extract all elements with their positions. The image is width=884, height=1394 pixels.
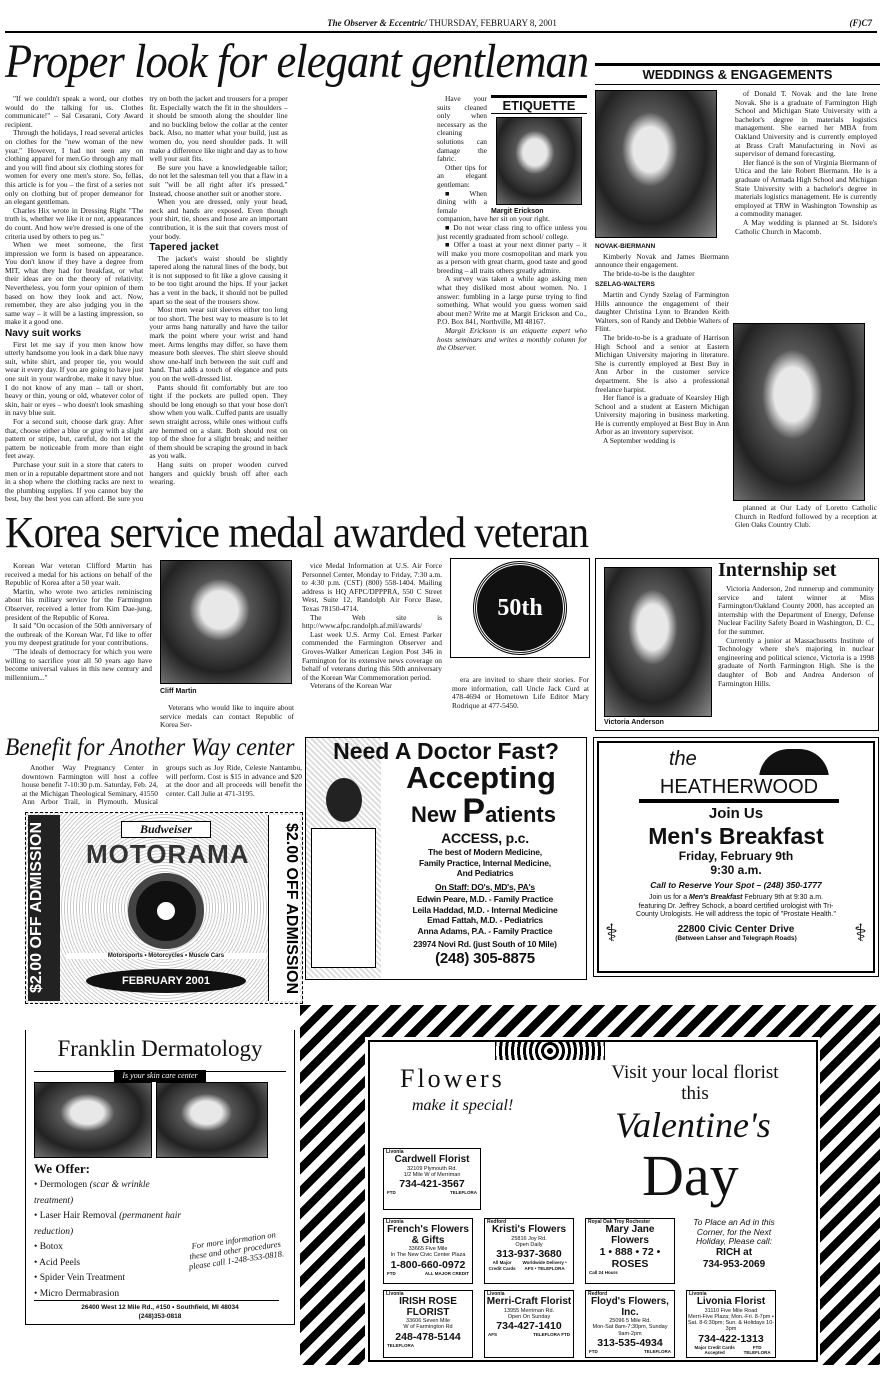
- shop-note: Open Daily: [515, 1241, 543, 1248]
- ad-new: New: [411, 802, 463, 827]
- shop-town: Livonia: [689, 1291, 707, 1297]
- florist-box: [585, 1290, 675, 1358]
- shop-town: Livonia: [386, 1219, 404, 1225]
- header-rule: [5, 31, 877, 33]
- ad-details: [384, 830, 586, 968]
- offer-heading: We Offer:: [34, 1161, 90, 1176]
- shop-name: French's Flowers & Gifts: [387, 1224, 469, 1246]
- novak-biermann-photo: [595, 90, 717, 238]
- shop-footer-right: ALL MAJOR CREDIT: [424, 1270, 469, 1276]
- shop-phone: 734-421-3567: [399, 1178, 465, 1191]
- korea-col1: [5, 562, 152, 682]
- caduceus-icon: ⚕: [854, 920, 867, 947]
- practice-desc: The best of Modern Medicine,: [428, 847, 542, 857]
- ad-p: P: [462, 792, 486, 830]
- shop-footer: [586, 1349, 674, 1355]
- shop-phone: 734-427-1410: [496, 1320, 562, 1333]
- motorama-title: MOTORAMA: [86, 839, 250, 869]
- place-ad-phone: 734-953-2069: [702, 1258, 766, 1270]
- paragraph: Her fiancé is a graduate of Kearsley High School and a student at Eastern Michigan University majoring in business marketing. He is currently employed at Best Buy in Ann Arbor as an inventory supervisor.: [595, 393, 729, 437]
- desc-bold: Men's Breakfast: [689, 894, 743, 901]
- photo-caption: Cliff Martin: [160, 688, 197, 695]
- man-photo: [156, 1082, 268, 1158]
- paragraph: Veterans of the Korean War: [310, 681, 392, 691]
- florist-box: [686, 1290, 776, 1358]
- heatherwood-logo: HEATHERWOOD: [639, 775, 839, 803]
- tagline-bar: [34, 1065, 286, 1080]
- shop-name: Floyd's Flowers, Inc.: [591, 1296, 669, 1318]
- commemoration-seal-frame: [450, 558, 590, 658]
- shop-address: 13955 Merriman Rd.: [503, 1307, 555, 1314]
- paper-name: The Observer & Eccentric/: [327, 18, 427, 28]
- list-item: Emad Fattah, M.D. - Pediatrics: [427, 915, 543, 925]
- commemoration-seal-icon: [474, 562, 566, 654]
- shop-name: Mary Jane Flowers: [605, 1224, 655, 1246]
- desc-text: February 9th at 9:30 a.m. featuring Dr. Jeffrey Schock, a board certified urologist with Tri-County Urologists. He will address the topic of "Prostate Health.": [636, 894, 836, 918]
- offer-item: • Acid Peels: [34, 1257, 81, 1268]
- florist-box: [383, 1148, 481, 1210]
- shop-phone: 1 • 888 • 72 • ROSES: [599, 1246, 661, 1270]
- weddings-right-text: [735, 90, 877, 236]
- list-item: Edwin Peare, M.D. - Family Practice: [416, 894, 554, 904]
- right-coupon-band: $2.00 OFF ADMISSION: [268, 815, 300, 1001]
- shop-address: 31110 Five Mile Road: [704, 1307, 758, 1314]
- author-caption: Margit Erickson: [491, 208, 544, 215]
- shop-footer-right: FTD TELEFLORA: [743, 1344, 771, 1356]
- shop-footer-left: AFS: [488, 1332, 497, 1338]
- valentines-title: Valentine's: [615, 1105, 771, 1145]
- shop-address: 32109 Plymouth Rd.: [407, 1165, 457, 1172]
- practice-desc: And Pediatrics: [456, 868, 514, 878]
- event-description: [635, 894, 837, 920]
- place-ad-text: To Place an Ad in this Corner, for the Next Holiday, Please call:: [693, 1217, 775, 1246]
- paragraph: The bride-to-be is the daughter: [603, 268, 695, 278]
- shop-footer: [384, 1271, 472, 1277]
- page-number: (F)C7: [849, 18, 872, 28]
- paragraph: Martin and Cyndy Szelag of Farmington Hills announce the engagement of their daughter Christina Lynn to Branden Keith Walters, son of Randy and Debbie Walters of Flint.: [595, 289, 729, 334]
- florist-box: [484, 1290, 574, 1358]
- practice-name: ACCESS, p.c.: [441, 830, 529, 846]
- shop-footer-right: TELEFLORA: [450, 1190, 477, 1196]
- ad-atients: atients: [485, 802, 556, 827]
- article-body: [5, 95, 432, 505]
- ad-phone: (248) 305-8875: [435, 949, 535, 967]
- shop-footer-right: TELEFLORA: [644, 1348, 671, 1354]
- author-photo: [496, 117, 582, 205]
- shop-address: 25096 5 Mile Rd.: [609, 1318, 651, 1324]
- shop-note: Mon-Sat 8am-7:30pm, Sunday 9am-2pm: [592, 1324, 668, 1337]
- tire-logo-icon: [128, 873, 204, 949]
- shop-note: W of Farmington Rd: [403, 1324, 453, 1331]
- weddings-section-header: [595, 63, 880, 85]
- motorama-ad: [25, 812, 303, 1004]
- paragraph: Martin, who wrote two articles reminiscing about his military service for the Farmington Observer, received a letter from Kim Dae-jung, president of the Republic of Korea.: [5, 586, 152, 622]
- shop-name: Cardwell Florist: [394, 1154, 470, 1165]
- ad-new-patients: [381, 794, 586, 832]
- paragraph: of Donald T. Novak and the late Irene Novak. She is a graduate of Farmington High School and Michigan State University with a bachelor's degree in materials logistics management. She earned her MBA from Oakland University and is currently employed at Brass Craft Manufacturing in Novi as supervisor of demand forecasting.: [735, 89, 877, 159]
- ad-accepting: Accepting: [406, 760, 556, 795]
- shop-town: Livonia: [386, 1291, 404, 1297]
- shop-town: Royal Oak Troy Rochester: [588, 1219, 651, 1225]
- decorative-ribbon-border: [300, 1005, 880, 1037]
- budweiser-logo: Budweiser: [121, 821, 211, 838]
- valentines-florist-ad: [368, 1040, 818, 1362]
- cliff-martin-photo: [160, 560, 292, 684]
- reserve-call: Call to Reserve Your Spot – (248) 350-1777: [650, 880, 822, 890]
- flowers-subtitle: make it special!: [412, 1097, 514, 1114]
- shop-footer: [687, 1345, 775, 1356]
- shop-town: Redford: [588, 1291, 608, 1297]
- shop-town: Livonia: [487, 1291, 505, 1297]
- access-doctor-ad: [305, 737, 587, 980]
- offer-item: • Laser Hair Removal (permanent hair reduction): [34, 1211, 182, 1237]
- page-header: [0, 18, 884, 32]
- korea-col3: [302, 562, 442, 691]
- paragraph: era are invited to share their stories. For more information, call Uncle Jack Curd at 478-4694 or Hometown Life Editor Mary Rodrique at 477-5450.: [452, 675, 589, 710]
- rose-illustration-icon: [495, 1042, 605, 1060]
- paragraph: The Web site is http://www.afpc.randolph.af.mil/awards/: [302, 612, 442, 631]
- paragraph: vice Medal Information at U.S. Air Force Personnel Center, Monday to Friday, 7:30 a.m. to 4:30 p.m. (CST) (800) 558-1404. Mailing address is HQ AFPC/DPPPRA, 550 C Street West, Suite 12, Randolph Air Force Base, Texas 78150-4714.: [302, 561, 442, 613]
- paragraph: Korean War veteran Clifford Martin has received a medal for his actions on behalf of the Republic of Korea after a 50 year wait.: [5, 561, 152, 588]
- internship-box: [595, 558, 879, 731]
- shop-phone: 1-800-660-0972: [390, 1258, 466, 1271]
- announcement-heading: NOVAK-BIERMANN: [595, 243, 656, 250]
- victoria-anderson-photo: [604, 567, 712, 717]
- paragraph: "If we couldn't speak a word, our clothes would do the talking for us. Clothes communicate!" – Sal Cesarani, Coty Award recipient.: [5, 94, 144, 129]
- ad-address: 23974 Novi Rd. (just South of 10 Mile): [413, 939, 557, 949]
- paragraph: Pants should fit comfortably but are too tight if the pockets are pulled open. They should be long enough so that your hose don't show when you walk. Cuffed pants are usually sewn straight across, while ones without cuffs are hemmed on a slant. Both should rest on top of the shoe for a slight break; and neither of them should be scraping the ground in back as you walk.: [149, 382, 288, 461]
- paragraph: It said "On occasion of the 50th anniversary of the outbreak of the Korean War, I'd like to offer you my deepest gratitude for your contributions.: [5, 621, 152, 648]
- florist-box: [585, 1218, 675, 1284]
- shop-footer-right: TELEFLORA FTD: [533, 1332, 570, 1338]
- doctor-illustration: [306, 738, 381, 978]
- paragraph: The jacket's waist should be slightly tapered along the natural lines of the body, but it is not supposed to fit like a glove causing it to be too tight around the hips. If your jacket has a vent in the back, it should not be pulled apart so the seat of the trousers show.: [149, 253, 288, 306]
- subhead: Tapered jacket: [149, 242, 219, 254]
- florist-box: [484, 1218, 574, 1284]
- place-ad-contact: RICH at: [715, 1246, 753, 1258]
- florist-box: [383, 1218, 473, 1284]
- paragraph: First let me say if you men know how utterly handsome you look in a dark blue navy suit, white shirt, and proper tie, you would wear it every day. If you are going to have just one suit in your wardrobe, make it navy blue. I do not know of any man – tall or short, heavy or thin, young or old, whatever color of skin, hair or eyes – who doesn't look smashing in navy blue suit.: [5, 339, 144, 418]
- etiquette-logo-box: [491, 95, 587, 215]
- paragraph: Veterans who would like to inquire about service medals can contact Republic of Korea Ser-: [160, 703, 294, 730]
- ad-headline: Need A Doctor Fast?: [333, 738, 559, 764]
- shop-footer-right: TELEFLORA: [387, 1342, 414, 1348]
- weddings-right-bottom-text: [735, 504, 877, 530]
- ad-business-name: Franklin Dermatology: [57, 1036, 263, 1061]
- paragraph: A survey was taken a while ago asking men what they disliked most about women. No. 1 answer: fumbling in a large purse trying to find something. What would you guess women said about men? Write me at Margit Erickson and Co., P.O. Box 841, Northville, MI 48167.: [437, 274, 587, 327]
- paragraph: ■ Offer a toast at your next dinner party – it will make you more cosmopolitan and mark you as a person with great charm, good taste and good breeding – all traits others greatly admire.: [437, 240, 587, 275]
- heatherwood-ad: [593, 737, 879, 977]
- shop-footer: [384, 1343, 472, 1349]
- etiquette-column-col4: [437, 95, 587, 507]
- day-title: Day: [642, 1143, 739, 1208]
- seal-text: 50th: [497, 594, 543, 621]
- shop-footer-left: Major Credit Cards Accepted: [694, 1344, 735, 1356]
- shop-town: Redford: [487, 1219, 507, 1225]
- list-item: Leila Haddad, M.D. - Internal Medicine: [412, 904, 558, 915]
- list-item: Anna Adams, P.A. - Family Practice: [417, 925, 553, 936]
- ad-text: [599, 805, 873, 942]
- paragraph: A May wedding is planned at St. Isidore's Catholic Church in Macomb.: [735, 217, 877, 236]
- shop-note: Open On Sunday: [507, 1313, 551, 1320]
- motorama-date: FEBRUARY 2001: [86, 969, 246, 993]
- franklin-dermatology-ad: [25, 1030, 295, 1325]
- logo-the: the: [669, 748, 697, 770]
- paragraph: The bride-to-be is a graduate of Harrison High School and a senior at Eastern Michigan University majoring in literature. She is currently employed at Best Buy in Ann Arbor in the customer service department. She is also a professional freelance harpist.: [595, 332, 729, 394]
- flowers-title: Flowers: [400, 1064, 505, 1093]
- headline: Korea service medal awarded veteran: [5, 508, 589, 557]
- paragraph: When we meet someone, the first impression we form is based on appearance. You don't know if they have a degree from MIT, what they had for breakfast, or what their ideas are on the theory of relativity. Nevertheless, you form your opinion of them based on how they look and act. Now, remember, they are also judging you in the same way – it will be a lasting impression, so make it a good one.: [5, 240, 144, 327]
- paragraph: Purchase your suit in a store that caters to men or in a reputable department store and not in a shop where the clothing racks are next to the plumbing supplies. If you cannot buy the best, buy the best you can afford. Be sure you try on both the jacket and trousers for a proper fit. Especially watch the fit in the shoulders – it should be smooth along the shoulder line and no buckling below the collar at the center back. Also, no matter what your build, just as women do, you need shoulder pads. It will make a difference like night and day as to how well your suit fits.: [5, 94, 288, 504]
- announcement-heading: SZELAG-WALTERS: [595, 281, 655, 289]
- florist-box: [383, 1290, 473, 1358]
- korea-col2: [160, 704, 294, 730]
- caduceus-icon: ⚕: [605, 920, 618, 947]
- paragraph: When you are dressed, only your head, neck and hands are exposed. Even though your shirt, tie, shoes and hose are an important contribution, it is the suit that covers most of your body.: [149, 197, 288, 241]
- paragraph: ■ Do not wear class ring to office unless you just recently graduated from school/ college.: [437, 222, 587, 241]
- shop-phone: 248-478-5144: [395, 1330, 461, 1343]
- desc-text: Join us for a: [648, 894, 690, 901]
- headline: Proper look for elegant gentleman: [5, 35, 589, 88]
- paragraph: Victoria Anderson, 2nd runnerup and community service and talent winner at Miss Farmington/Oakland County 2000, has accepted an internship with the Department of Energy, Defense Nuclear Facility Safety Board in Washington, D. C., for the summer.: [718, 584, 874, 636]
- shop-footer: [384, 1190, 480, 1196]
- shop-note: Merri-Five Plaza; Mon.-Fri. 8-7pm • Sat. 8-6:30pm; Sun. & Holidays 10-3pm: [687, 1313, 775, 1333]
- offer-item: • Dermologen (scar & wrinkle treatment): [34, 1180, 150, 1206]
- paragraph: Most men wear suit sleeves either too long or too short. The best way to measure is to let your arms hang naturally and have the tailor mark the point where your wrist and hand meet. Arms lengths may differ, so have them measure both sleeves. The shirt sleeve should show one-half inch between the suit cuff and hand. That adds a touch of elegance and puts you on the well-dressed list.: [149, 305, 288, 383]
- ad-phone: (248)353-0818: [138, 1313, 182, 1320]
- author-tagline: Margit Erickson is an etiquette expert who hosts seminars and writes a monthly column for the Observer.: [437, 326, 587, 353]
- shop-name: Merri-Craft Florist: [486, 1296, 572, 1307]
- event-address-note: (Between Lahser and Telegraph Roads): [675, 934, 797, 942]
- internship-headline: Internship set: [718, 559, 837, 581]
- shop-footer-left: FTD: [387, 1270, 396, 1276]
- shop-phone: 313-937-3680: [496, 1248, 562, 1261]
- shop-phone: 734-422-1313: [698, 1332, 764, 1345]
- shop-town: Livonia: [386, 1149, 404, 1155]
- event-title: Men's Breakfast: [648, 823, 824, 849]
- ad-inner-frame: [597, 741, 875, 973]
- shop-address: 25816 Joy Rd.: [511, 1235, 547, 1242]
- paragraph: Have your suits cleaned only when necessary as the cleaning solutions can damage the fabric.: [437, 94, 487, 164]
- left-coupon-band: $2.00 OFF ADMISSION: [28, 815, 60, 1001]
- paragraph: Kimberly Novak and James Biermann announce their engagement.: [595, 251, 729, 270]
- ad-address: 26400 West 12 Mile Rd., #150 • Southfield, MI 48034: [81, 1304, 239, 1311]
- photo-caption: Victoria Anderson: [604, 719, 664, 726]
- place-ad-note: [684, 1218, 784, 1271]
- info-note: For more information on these and other procedures please call 1-248-353-0818.: [188, 1229, 285, 1272]
- shop-name: Kristi's Flowers: [491, 1224, 567, 1235]
- event-address: 22800 Civic Center Drive: [677, 923, 795, 935]
- paragraph: Last week U.S. Army Col. Ernest Parker commended the Farmington Observer and Groves-Walker American Legion Post 346 in Farmington for its extensive news coverage on behalf of veterans during this 50th anniversary of the Korean War Commemoration period.: [302, 629, 442, 682]
- event-date: Friday, February 9th: [678, 849, 794, 863]
- issue-date: THURSDAY, FEBRUARY 8, 2001: [428, 18, 557, 28]
- offer-item: • Micro Dermabrasion: [34, 1288, 120, 1299]
- shop-address: 33606 Seven Mile: [405, 1318, 451, 1324]
- shop-name: IRISH ROSE FLORIST: [399, 1296, 457, 1318]
- offer-list: [34, 1178, 184, 1302]
- paragraph: Her fiancé is the son of Virginia Biermann of Utica and the late Robert Biermann. He is a graduate of Armada High School and Michigan State University with a bachelor's degree in materials logistics management. He is currently employed at TRW in Washington Township as a commodity manager.: [735, 157, 877, 219]
- shop-phone: 313-535-4934: [597, 1336, 663, 1349]
- staff-heading: On Staff: DO's, MD's, PA's: [435, 881, 535, 892]
- shop-footer: [485, 1260, 573, 1271]
- benefit-text: [22, 764, 302, 807]
- event-time: 9:30 a.m.: [710, 863, 762, 877]
- weddings-left-text: [595, 240, 729, 446]
- offer-item: • Botox: [34, 1242, 63, 1252]
- shop-note: In The New Civic Center Plaza: [390, 1252, 466, 1259]
- decorative-ribbon-border: [820, 1005, 880, 1365]
- shop-footer: [485, 1332, 573, 1338]
- paragraph: Through the holidays, I read several articles on clothes for the "new woman of the new year." However, I had not seen any on clothing apparel for men.Go through any mall and you will find about six clothing stores for women for every one men's store. So, fellas, this article is for you – the first of a series not only on clothing but of proper demeanor for an elegant gentleman.: [5, 128, 144, 207]
- offer-item: • Spider Vein Treatment: [34, 1273, 126, 1283]
- paragraph: Currently a junior at Massachusetts Institute of Technology where she's majoring in nuclear engineering and political science, Victoria is a 1998 graduate of North Farmington High. She is the daughter of Bob and Andrea Anderson of Farmington Hills.: [718, 635, 874, 688]
- paragraph: ■ When dining with a female companion, have her sit on your right.: [437, 188, 550, 224]
- column-logo: ETIQUETTE: [491, 95, 587, 114]
- doctor-list: [384, 894, 586, 936]
- paragraph: Be sure you have a knowledgeable tailor; do not let the salesman tell you that a flaw in a suit "will be all right after it's pressed." Instead, choose another suit or another store.: [149, 162, 288, 198]
- paragraph: For a second suit, choose dark gray. After that, choose either a blue or gray with a slight pattern or stripe, but, careful, do not let the pattern be noticeable from more than eight feet away.: [5, 416, 144, 461]
- offer-note: (permanent hair reduction): [34, 1211, 182, 1237]
- footer-rule: [34, 1300, 279, 1301]
- visit-text: Visit your local florist this: [611, 1062, 779, 1104]
- section-title: WEDDINGS & ENGAGEMENTS: [642, 67, 833, 82]
- practice-desc: Family Practice, Internal Medicine,: [419, 857, 551, 868]
- shop-footer-left: All Major Credit Cards: [488, 1260, 516, 1271]
- shop-address: 33665 Five Mile: [408, 1246, 448, 1252]
- paragraph: planned at Our Lady of Loretto Catholic Church in Redford followed by a reception at Glen Oaks Country Club.: [735, 503, 877, 530]
- korea-col4: [452, 676, 589, 710]
- shop-footer-right: Worldwide Delivery • AFS • TELEFLORA: [522, 1260, 567, 1271]
- shop-footer-left: FTD: [387, 1190, 396, 1196]
- ad-tagline: Is your skin care center: [114, 1070, 205, 1082]
- tire-ring-text: Motorsports • Motorcycles • Muscle Cars: [66, 953, 266, 959]
- paragraph: "The ideals of democracy for which you were willing to sacrifice your all 50 years ago have become universal values in this new century and millennium...": [5, 646, 152, 682]
- headline: Benefit for Another Way center: [5, 734, 295, 761]
- shop-footer: [586, 1270, 674, 1276]
- decorative-ribbon-border: [300, 1005, 365, 1365]
- szelag-walters-photo: [733, 323, 865, 501]
- paragraph: Hang suits on proper wooden curved hangers and quickly brush off after each wearing.: [149, 459, 288, 487]
- shop-note: 1/2 Mile W of Merriman: [403, 1171, 461, 1178]
- shop-footer-left: FTD: [589, 1348, 598, 1354]
- paragraph: Other tips for an elegant gentleman:: [437, 162, 487, 189]
- woman-photo: [34, 1082, 152, 1158]
- subhead: Navy suit works: [5, 328, 82, 340]
- shop-name: Livonia Florist: [696, 1296, 766, 1307]
- join-us: Join Us: [708, 805, 764, 822]
- internship-text: [718, 585, 874, 688]
- paragraph: A September wedding is: [603, 436, 676, 446]
- paragraph: Charles Hix wrote in Dressing Right "The truth is, whether we like it or not, appearances do count. And how we're dressed is one of the criteria used by others to peg us.": [5, 205, 144, 241]
- offer-note: (scar & wrinkle treatment): [34, 1180, 150, 1206]
- shop-footer-left: Call 24 Hours: [589, 1270, 618, 1275]
- paragraph: Another Way Pregnancy Center in downtown Farmington will host a coffee house benefit 7-10:30 p.m. Saturday, Feb. 24, at the Michigan Theological Seminary, 41550 Ann Arbor Trail, in Plymouth. Musical groups such as Joy Ride, Celeste Nantambu, will perform. Cost is $15 in advance and $20 at the door and all proceeds will benefit the center. Call Julie at 471-3195.: [22, 763, 302, 807]
